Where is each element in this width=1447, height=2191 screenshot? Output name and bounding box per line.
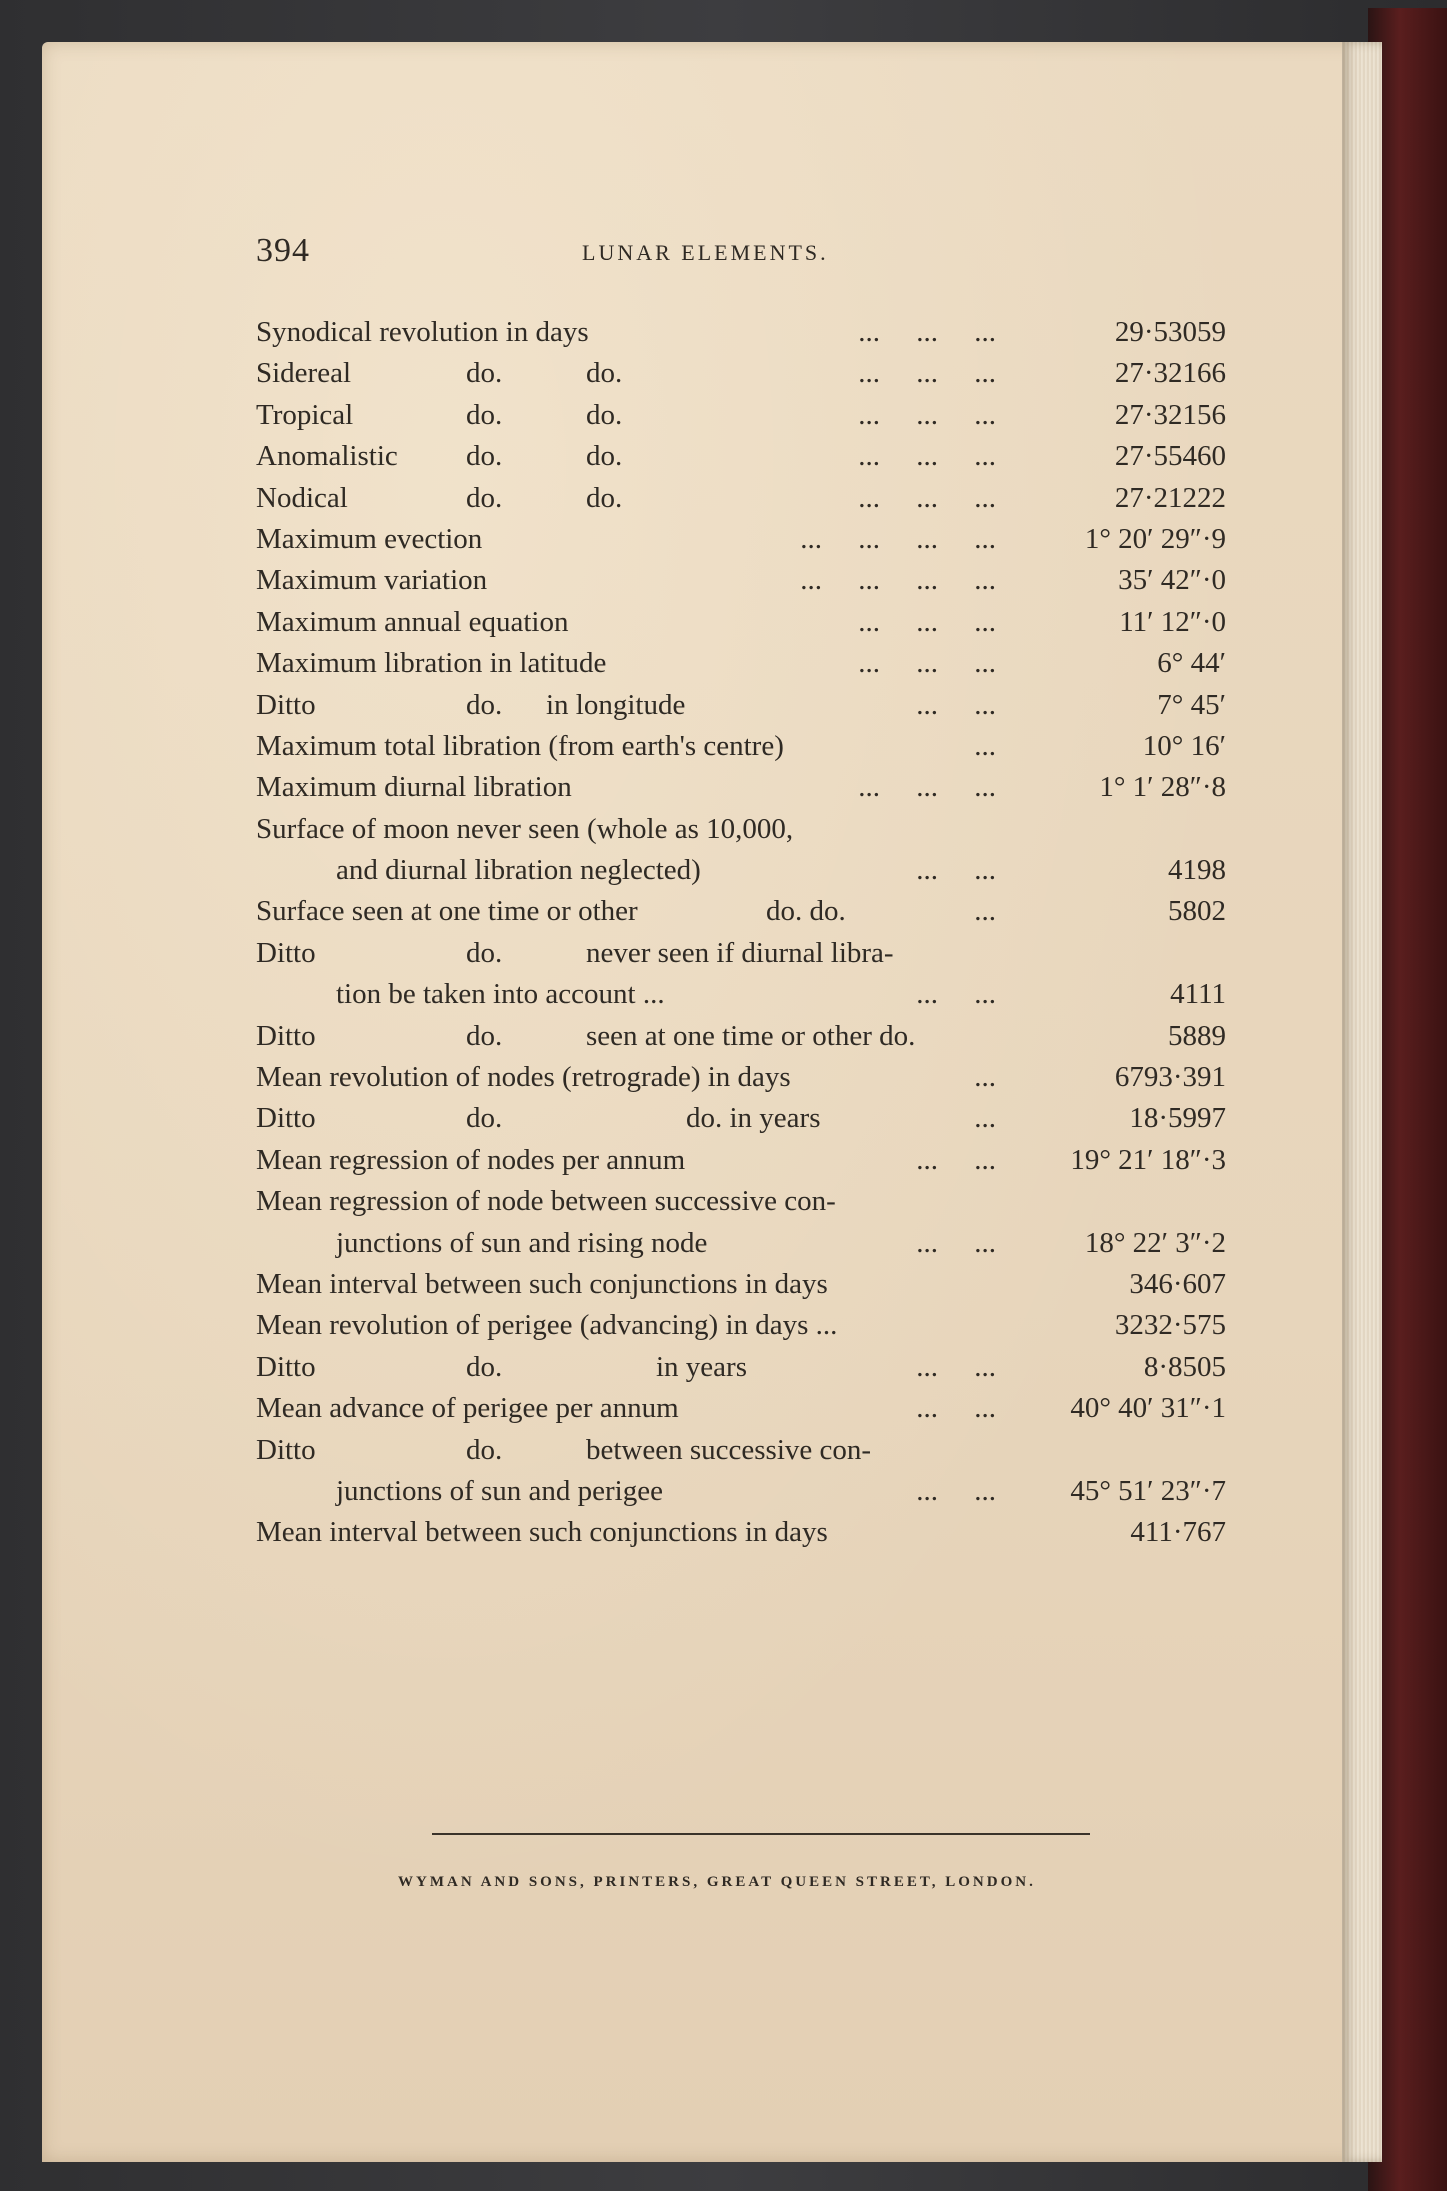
running-head-title: LUNAR ELEMENTS.: [582, 240, 829, 265]
row-label: Maximum total libration (from earth's centre): [256, 729, 784, 762]
row-secondary-column: between successive con-: [586, 1433, 872, 1466]
row-label: Ditto: [256, 1433, 316, 1466]
row-label: junctions of sun and perigee: [336, 1474, 663, 1507]
row-leader-dots: ... ... ... ...: [800, 564, 996, 597]
table-row: [256, 1098, 1226, 1139]
row-label: Mean interval between such conjunctions in days: [256, 1267, 828, 1300]
table-row: [256, 519, 1226, 560]
row-value: 19° 21′ 18″·3: [1070, 1143, 1226, 1176]
row-label: Sidereal: [256, 357, 352, 390]
row-leader-dots: ... ... ...: [858, 647, 996, 680]
row-secondary-column: in years: [656, 1350, 747, 1383]
row-leader-dots: ... ...: [916, 1350, 996, 1383]
row-leader-dots: ... ... ...: [858, 605, 996, 638]
table-row: [256, 1057, 1226, 1098]
row-leader-dots: ... ... ...: [858, 440, 996, 473]
row-ditto-column: do.: [466, 1019, 503, 1052]
row-label: Mean advance of perigee per annum: [256, 1392, 679, 1425]
running-head: [256, 232, 1136, 272]
row-label: Maximum diurnal libration: [256, 771, 572, 804]
row-secondary-column: seen at one time or other do.: [586, 1019, 916, 1052]
row-label: Mean revolution of perigee (advancing) in days ...: [256, 1309, 838, 1342]
table-row: [256, 1223, 1226, 1264]
row-leader-dots: ... ... ... ...: [800, 522, 996, 555]
row-label: Maximum variation: [256, 564, 488, 597]
table-row: [256, 809, 1226, 850]
table-row: [256, 685, 1226, 726]
row-value: 18° 22′ 3″·2: [1084, 1226, 1226, 1259]
row-value: 4198: [1168, 854, 1226, 887]
row-value: 11′ 12″·0: [1119, 605, 1226, 638]
row-leader-dots: ... ...: [916, 1392, 996, 1425]
row-leader-dots: ...: [974, 895, 996, 928]
footer-rule: [432, 1833, 1090, 1835]
row-label: tion be taken into account ...: [336, 978, 665, 1011]
row-label: Maximum annual equation: [256, 605, 569, 638]
table-row: [256, 1181, 1226, 1222]
row-ditto-column: do.: [466, 481, 503, 514]
row-label: Nodical: [256, 481, 348, 514]
row-value: 5889: [1168, 1019, 1226, 1052]
row-label: and diurnal libration neglected): [336, 854, 701, 887]
row-secondary-column: do.: [586, 357, 623, 390]
row-value: 40° 40′ 31″·1: [1070, 1392, 1226, 1425]
row-label: Anomalistic: [256, 440, 398, 473]
row-ditto-column: do.: [466, 398, 503, 431]
row-ditto-column: do.: [466, 357, 503, 390]
row-ditto-column: do.: [466, 1102, 503, 1135]
row-leader-dots: ... ...: [916, 1474, 996, 1507]
row-secondary-column: do. in years: [686, 1102, 821, 1135]
row-value: 6793·391: [1114, 1061, 1226, 1094]
row-ditto-column: do.: [466, 688, 503, 721]
row-leader-dots: ... ... ...: [858, 316, 996, 348]
row-value: 1° 20′ 29″·9: [1084, 522, 1226, 555]
row-leader-dots: ... ... ...: [858, 771, 996, 804]
table-row: [256, 312, 1226, 353]
table-row: [256, 850, 1226, 891]
table-row: [256, 974, 1226, 1015]
row-label: Mean regression of node between successive con-: [256, 1185, 836, 1218]
row-value: 411·767: [1130, 1516, 1226, 1549]
page-fore-edge: [1342, 42, 1382, 2162]
row-label: junctions of sun and rising node: [336, 1226, 708, 1259]
table-row: [256, 1512, 1226, 1553]
row-secondary-column: do. do.: [766, 895, 846, 928]
row-value: 1° 1′ 28″·8: [1099, 771, 1226, 804]
row-leader-dots: ...: [974, 1102, 996, 1135]
row-label: Maximum evection: [256, 522, 483, 555]
row-label: Mean revolution of nodes (retrograde) in days: [256, 1061, 791, 1094]
row-label: Mean interval between such conjunctions in days: [256, 1516, 828, 1549]
row-label: Ditto: [256, 1019, 316, 1052]
row-ditto-column: do.: [466, 1433, 503, 1466]
row-value: 7° 45′: [1157, 688, 1226, 721]
row-label: Mean regression of nodes per annum: [256, 1143, 686, 1176]
row-secondary-column: do.: [586, 398, 623, 431]
row-leader-dots: ... ...: [916, 854, 996, 887]
row-leader-dots: ... ... ...: [858, 481, 996, 514]
table-row: [256, 560, 1226, 601]
row-value: 10° 16′: [1142, 729, 1226, 762]
table-row: [256, 1016, 1226, 1057]
row-label: Ditto: [256, 688, 316, 721]
row-label: Synodical revolution in days: [256, 316, 589, 348]
row-secondary-column: do.: [586, 440, 623, 473]
row-value: 45° 51′ 23″·7: [1070, 1474, 1226, 1507]
table-row: [256, 1430, 1226, 1471]
table-row: [256, 1471, 1226, 1512]
page-number: 394: [256, 232, 310, 269]
table-row: [256, 726, 1226, 767]
row-value: 4111: [1170, 978, 1226, 1011]
row-value: 27·32166: [1114, 357, 1226, 390]
row-ditto-column: do.: [466, 440, 503, 473]
row-secondary-column: never seen if diurnal libra-: [586, 936, 894, 969]
table-row: [256, 1388, 1226, 1429]
table-row: [256, 1305, 1226, 1346]
row-leader-dots: ... ...: [916, 688, 996, 721]
row-ditto-column: do.: [466, 1350, 503, 1383]
row-value: 27·55460: [1114, 440, 1226, 473]
row-value: 8·8505: [1143, 1350, 1226, 1383]
row-value: 27·32156: [1114, 398, 1226, 431]
row-leader-dots: ... ...: [916, 978, 996, 1011]
row-value: 27·21222: [1114, 481, 1226, 514]
row-leader-dots: ...: [974, 729, 996, 762]
row-secondary-column: do.: [586, 481, 623, 514]
row-value: 3232·575: [1114, 1309, 1226, 1342]
row-label: Ditto: [256, 1102, 316, 1135]
row-label: Maximum libration in latitude: [256, 647, 607, 680]
lunar-elements-table: [256, 312, 1226, 1554]
table-row: [256, 478, 1226, 519]
row-value: 6° 44′: [1157, 647, 1226, 680]
row-ditto-column: do.: [466, 936, 503, 969]
table-row: [256, 1347, 1226, 1388]
printer-imprint: WYMAN AND SONS, PRINTERS, GREAT QUEEN STREET, LONDON.: [398, 1874, 1036, 1890]
row-leader-dots: ... ...: [916, 1143, 996, 1176]
table-row: [256, 1140, 1226, 1181]
row-leader-dots: ... ...: [916, 1226, 996, 1259]
row-value: 35′ 42″·0: [1118, 564, 1226, 597]
row-value: 18·5997: [1129, 1102, 1226, 1135]
row-value: 5802: [1168, 895, 1226, 928]
row-leader-dots: ... ... ...: [858, 398, 996, 431]
table-row: [256, 1264, 1226, 1305]
row-label: Ditto: [256, 1350, 316, 1383]
table-row: [256, 436, 1226, 477]
row-label: Surface seen at one time or other: [256, 895, 638, 928]
row-label: Ditto: [256, 936, 316, 969]
row-label: Surface of moon never seen (whole as 10,000,: [256, 812, 794, 845]
row-value: 29·53059: [1114, 316, 1226, 348]
row-value: 346·607: [1129, 1267, 1226, 1300]
table-row: [256, 643, 1226, 684]
table-row: [256, 353, 1226, 394]
row-leader-dots: ... ... ...: [858, 357, 996, 390]
row-leader-dots: ...: [974, 1061, 996, 1094]
row-secondary-column: in longitude: [546, 688, 686, 721]
table-row: [256, 891, 1226, 932]
table-row: [256, 602, 1226, 643]
table-row: [256, 395, 1226, 436]
table-row: [256, 933, 1226, 974]
table-row: [256, 767, 1226, 808]
row-label: Tropical: [256, 398, 354, 431]
